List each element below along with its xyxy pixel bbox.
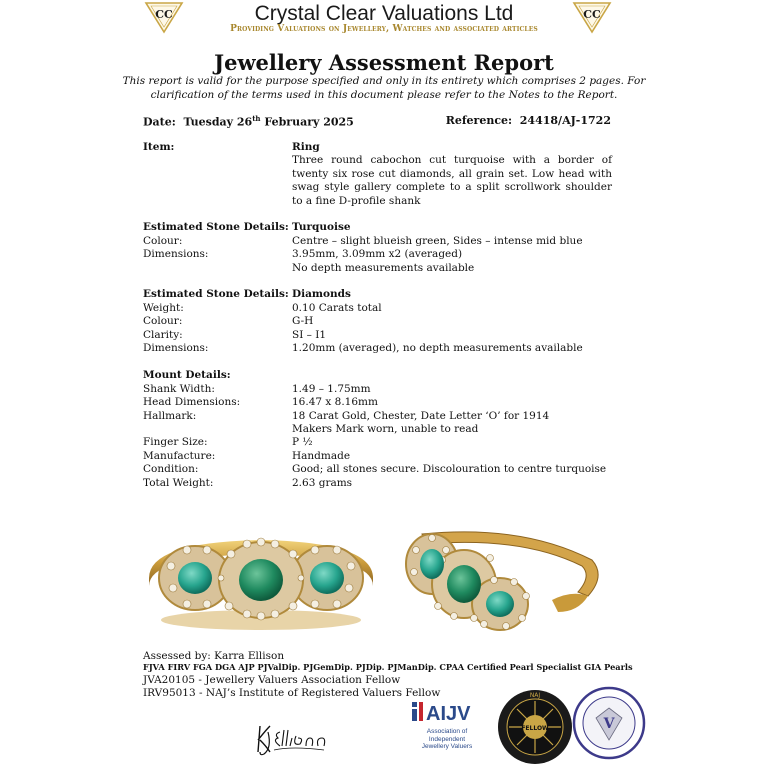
svg-text:CC: CC [583, 8, 601, 21]
mount-finger-label: Finger Size: [143, 436, 208, 448]
mount-shank-value: 1.49 – 1.75mm [292, 382, 371, 395]
validity-note: This report is valid for the purpose specified and only in its entirety which comprises 2 pages. For clarification of the terms used in this document please refer to the Notes to the Report. [122, 75, 646, 101]
turquoise-colour-value: Centre – slight blueish green, Sides – intense mid blue [292, 234, 583, 247]
diamonds-weight-label: Weight: [143, 301, 184, 314]
diamonds-weight-value: 0.10 Carats total [292, 301, 382, 314]
svg-text:V: V [603, 716, 615, 732]
naj-fellow-badge [496, 688, 574, 766]
mount-section-label: Mount Details: [143, 369, 231, 381]
diamonds-section-label: Estimated Stone Details: [143, 288, 289, 300]
assessor-signature [252, 716, 332, 758]
company-name: Crystal Clear Valuations Ltd [254, 2, 514, 25]
diamonds-clarity-label: Clarity: [143, 328, 183, 341]
mount-head-label: Head Dimensions: [143, 396, 241, 408]
mount-condition-label: Condition: [143, 463, 199, 475]
company-tagline: Providing Valuations on Jewellery, Watches and associated articles [230, 24, 538, 34]
ring-photo-angled [402, 520, 606, 636]
irv-membership: IRV95013 - NAJ’s Institute of Registered Valuers Fellow [143, 687, 441, 699]
item-label: Item: [143, 141, 175, 153]
turquoise-dimensions-value: 3.95mm, 3.09mm x2 (averaged) [292, 248, 463, 260]
svg-text:NAJ: NAJ [529, 692, 541, 699]
mount-manufacture-label: Manufacture: [143, 449, 216, 462]
mount-head-value: 16.47 x 8.16mm [292, 396, 378, 408]
mount-weight-label: Total Weight: [143, 476, 214, 489]
mount-weight-value: 2.63 grams [292, 476, 353, 489]
turquoise-colour-label: Colour: [143, 234, 183, 247]
turquoise-depth-note: No depth measurements available [292, 261, 475, 274]
mount-manufacture-value: Handmade [292, 449, 351, 462]
ring-photo-front [143, 520, 379, 636]
mount-shank-label: Shank Width: [143, 382, 215, 395]
diamonds-section-value: Diamonds [292, 288, 351, 300]
diamonds-colour-value: G-H [292, 315, 314, 327]
mount-condition-value: Good; all stones secure. Discolouration to centre turquoise [292, 463, 607, 475]
report-date: Date: Tuesday 26th February 2025 [143, 114, 354, 129]
mount-makers-mark: Makers Mark worn, unable to read [292, 423, 479, 435]
assessed-by: Assessed by: Karra Ellison [143, 650, 285, 662]
diamonds-dimensions-value: 1.20mm (averaged), no depth measurements available [292, 342, 583, 354]
svg-text:AIJV: AIJV [426, 703, 471, 724]
mount-finger-value: P ½ [292, 436, 313, 448]
diamonds-clarity-value: SI – I1 [292, 328, 327, 341]
diamonds-dimensions-label: Dimensions: [143, 342, 209, 354]
jva-badge [572, 686, 646, 760]
report-title: Jewellery Assessment Report [214, 50, 554, 75]
svg-text:CC: CC [155, 8, 173, 21]
item-title: Ring [292, 141, 320, 153]
turquoise-section-label: Estimated Stone Details: [143, 221, 289, 233]
diamonds-colour-label: Colour: [143, 315, 183, 327]
mount-hallmark-value: 18 Carat Gold, Chester, Date Letter ‘O’ for 1914 [292, 409, 550, 422]
mount-hallmark-label: Hallmark: [143, 409, 197, 422]
aijv-badge: AIJV Association of Independent Jewellery Valuers [408, 698, 492, 758]
svg-text:FELLOW: FELLOW [521, 725, 549, 732]
jva-membership: JVA20105 - Jewellery Valuers Association Fellow [143, 674, 401, 686]
turquoise-section-value: Turquoise [292, 221, 351, 233]
assessor-qualifications: FJVA FIRV FGA DGA AJP PJValDip. PJGemDip. PJDip. PJManDip. CPAA Certified Pearl Specialist GIA Pearls [143, 662, 633, 672]
item-description: Three round cabochon cut turquoise with a border of twenty six rose cut diamonds, all grain set. Low head with swag style gallery complete to a split scrollwork shoulder to a fine D-profile shank [292, 154, 612, 207]
report-reference: Reference: 24418/AJ-1722 [445, 114, 611, 127]
turquoise-dimensions-label: Dimensions: [143, 248, 209, 260]
